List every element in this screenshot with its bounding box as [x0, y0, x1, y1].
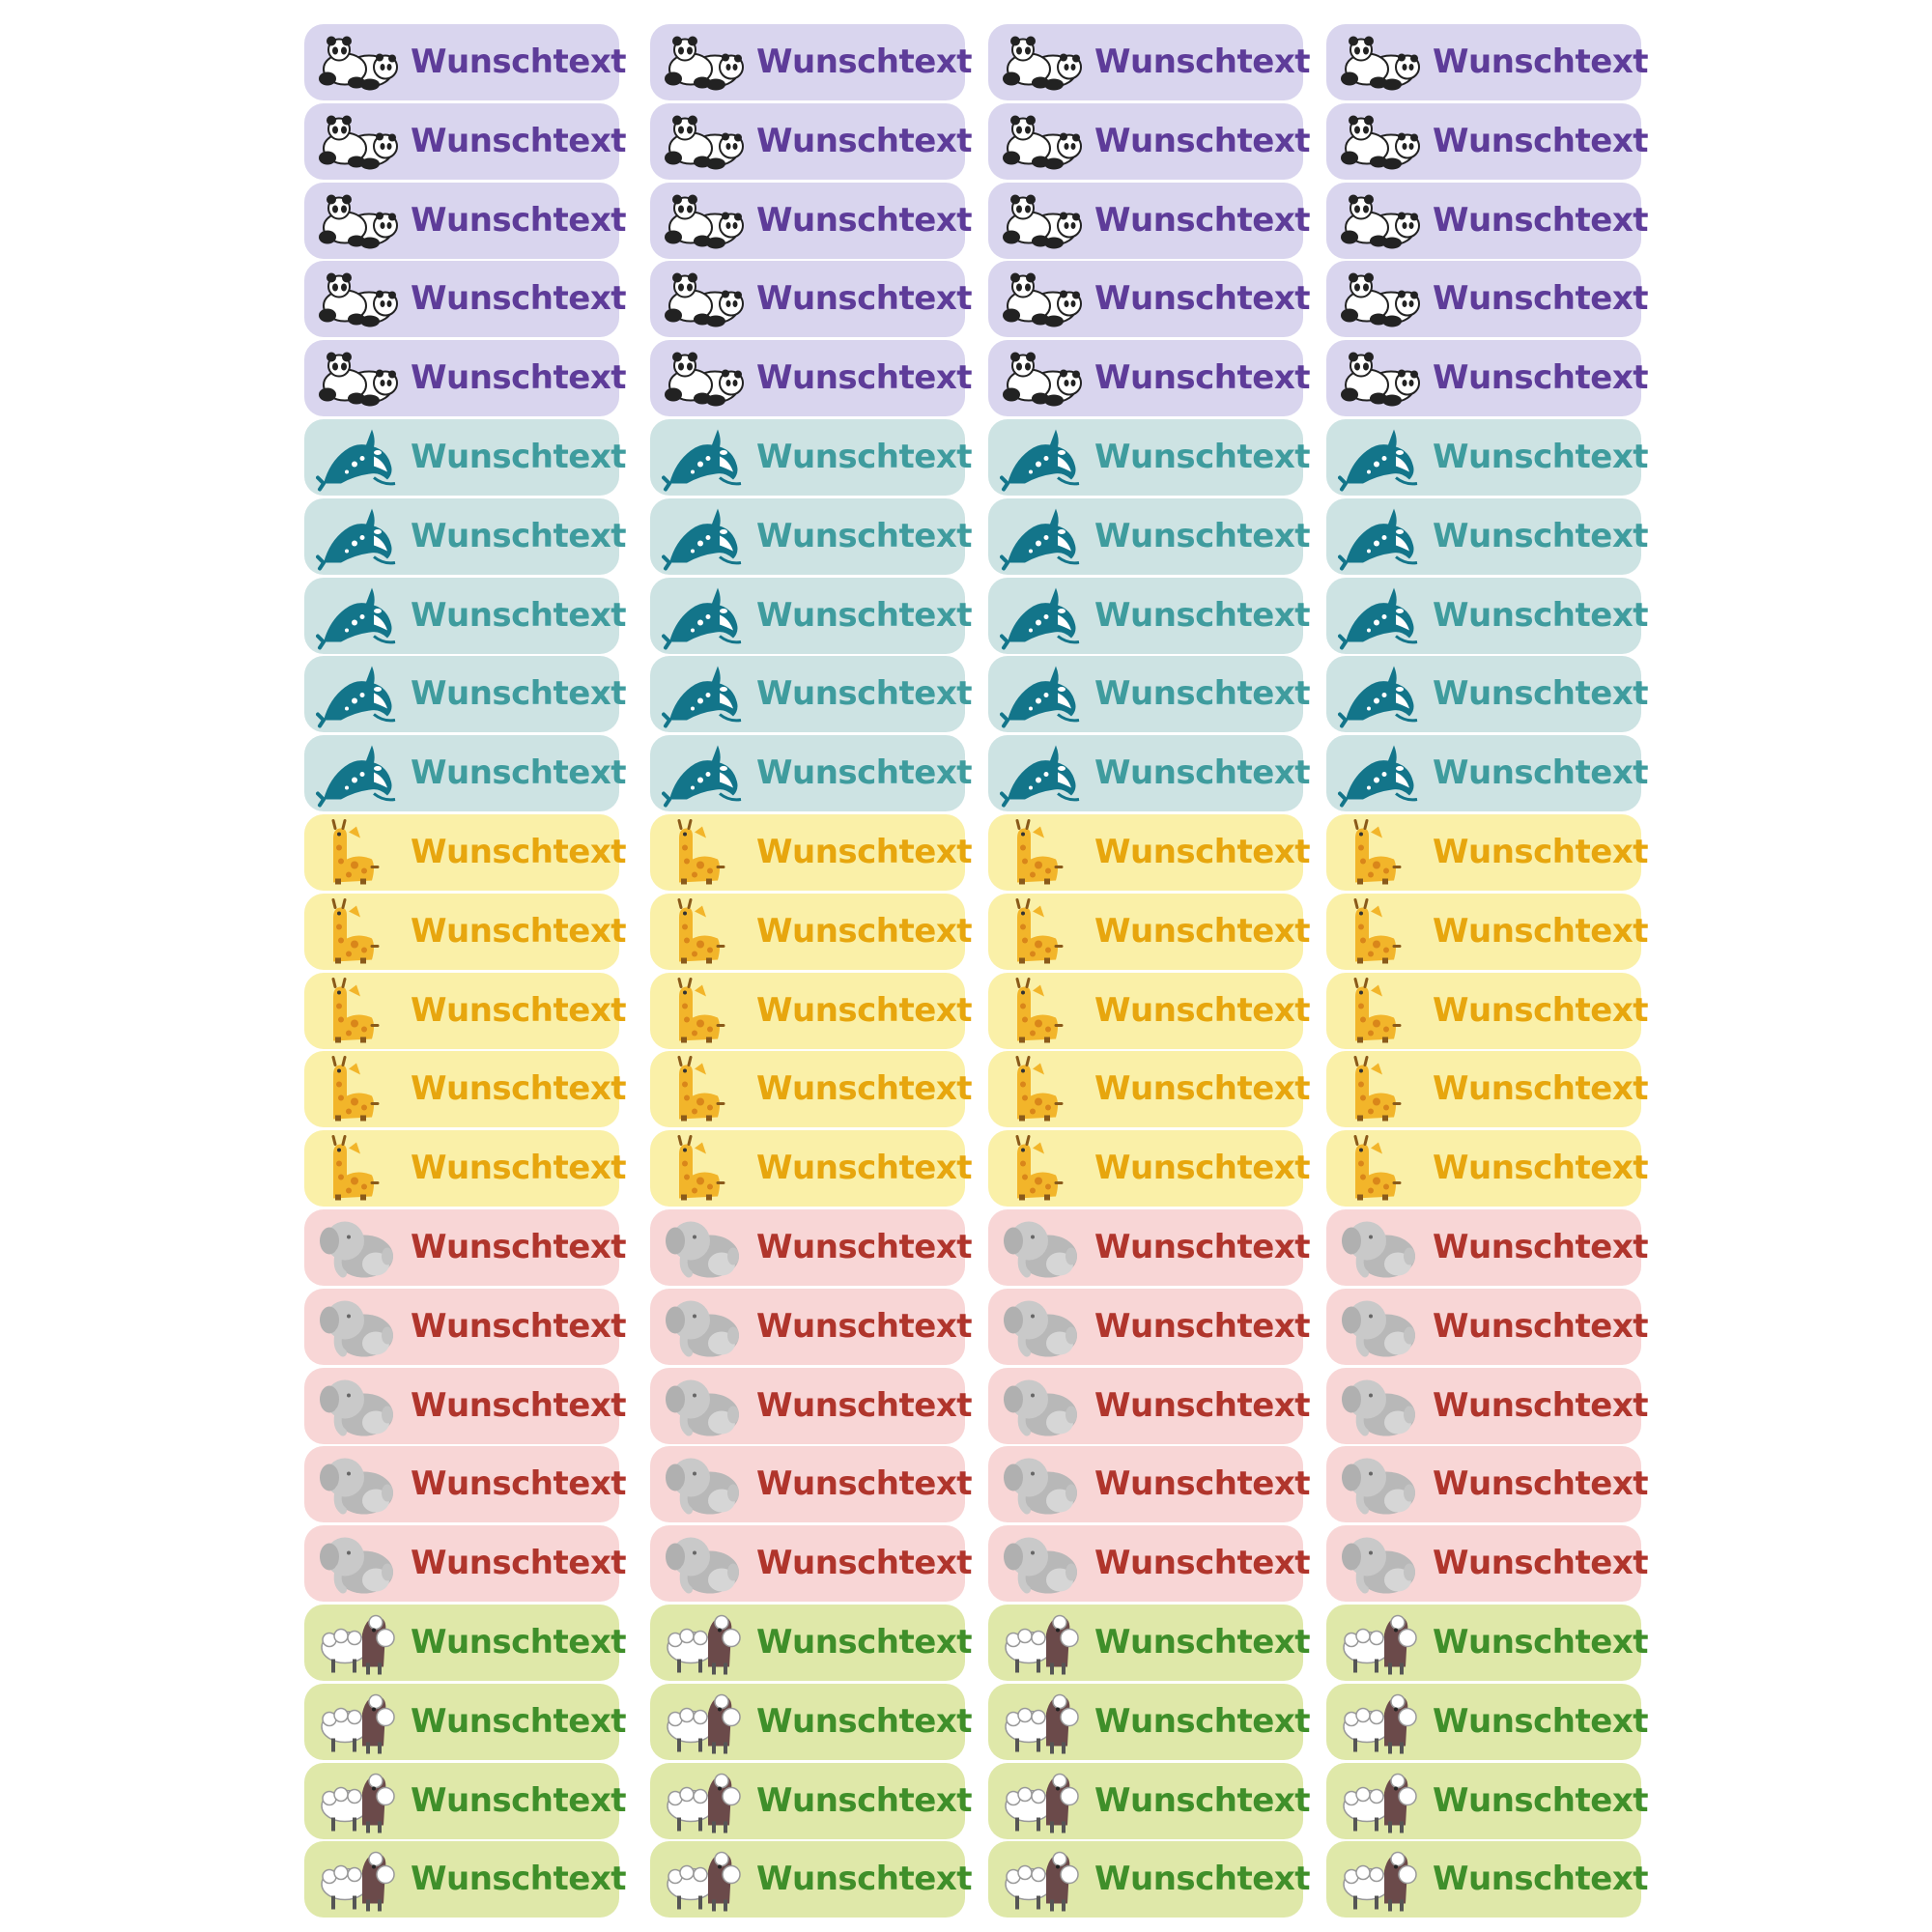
- label-text: Wunschtext: [411, 438, 627, 476]
- orca-name-label: [1326, 498, 1649, 575]
- elephant-name-label: [650, 1289, 973, 1365]
- label-text: Wunschtext: [411, 912, 627, 951]
- orca-name-label: [650, 578, 973, 654]
- label-text: Wunschtext: [411, 1544, 627, 1582]
- giraffe-name-label: [304, 1051, 627, 1127]
- orca-icon: [316, 739, 403, 808]
- elephant-icon: [662, 1293, 749, 1361]
- label-text: Wunschtext: [1094, 674, 1311, 713]
- label-text: Wunschtext: [411, 1386, 627, 1425]
- elephant-name-label: [988, 1446, 1311, 1522]
- giraffe-name-label: [650, 973, 973, 1049]
- giraffe-icon: [1338, 1055, 1425, 1123]
- label-text: Wunschtext: [411, 279, 627, 318]
- label-text: Wunschtext: [756, 1781, 973, 1820]
- orca-name-label: [988, 735, 1311, 811]
- panda-name-label: [1326, 103, 1649, 180]
- giraffe-name-label: [988, 894, 1311, 970]
- orca-icon: [662, 423, 749, 492]
- label-text: Wunschtext: [411, 991, 627, 1030]
- giraffe-icon: [662, 1055, 749, 1123]
- elephant-name-label: [988, 1289, 1311, 1365]
- label-text: Wunschtext: [411, 1464, 627, 1503]
- elephant-name-label: [1326, 1289, 1649, 1365]
- orca-icon: [316, 660, 403, 728]
- label-text: Wunschtext: [756, 1228, 973, 1266]
- panda-icon: [662, 186, 749, 255]
- orca-name-label: [650, 498, 973, 575]
- elephant-name-label: [1326, 1525, 1649, 1602]
- orca-name-label: [650, 419, 973, 496]
- label-text: Wunschtext: [1433, 201, 1649, 240]
- giraffe-icon: [1338, 977, 1425, 1045]
- label-text: Wunschtext: [411, 1228, 627, 1266]
- orca-name-label: [304, 656, 627, 732]
- label-text: Wunschtext: [1433, 991, 1649, 1030]
- label-text: Wunschtext: [756, 1464, 973, 1503]
- orca-icon: [662, 582, 749, 650]
- orca-icon: [1338, 660, 1425, 728]
- label-text: Wunschtext: [756, 201, 973, 240]
- giraffe-icon: [316, 1134, 403, 1203]
- sheep-icon: [1338, 1688, 1425, 1756]
- label-text: Wunschtext: [411, 1149, 627, 1187]
- label-text: Wunschtext: [756, 1386, 973, 1425]
- orca-icon: [1000, 423, 1087, 492]
- panda-icon: [1000, 344, 1087, 412]
- sheep-name-label: [988, 1841, 1311, 1918]
- sheep-icon: [316, 1688, 403, 1756]
- sheep-name-label: [304, 1605, 627, 1681]
- label-text: Wunschtext: [1094, 912, 1311, 951]
- giraffe-name-label: [988, 1051, 1311, 1127]
- giraffe-icon: [316, 897, 403, 966]
- label-text: Wunschtext: [1094, 358, 1311, 397]
- elephant-icon: [1338, 1213, 1425, 1282]
- elephant-icon: [316, 1529, 403, 1598]
- panda-icon: [662, 28, 749, 97]
- label-text: Wunschtext: [1094, 596, 1311, 635]
- giraffe-icon: [662, 818, 749, 887]
- label-text: Wunschtext: [1433, 1069, 1649, 1108]
- orca-icon: [316, 582, 403, 650]
- sheep-icon: [1338, 1767, 1425, 1835]
- giraffe-icon: [316, 977, 403, 1045]
- label-text: Wunschtext: [1094, 1544, 1311, 1582]
- panda-name-label: [304, 183, 627, 259]
- orca-icon: [662, 660, 749, 728]
- giraffe-icon: [1000, 897, 1087, 966]
- label-text: Wunschtext: [1094, 1623, 1311, 1662]
- panda-icon: [1000, 28, 1087, 97]
- giraffe-name-label: [1326, 894, 1649, 970]
- label-text: Wunschtext: [1433, 1228, 1649, 1266]
- sheep-name-label: [1326, 1841, 1649, 1918]
- label-text: Wunschtext: [1094, 1149, 1311, 1187]
- elephant-name-label: [650, 1446, 973, 1522]
- label-text: Wunschtext: [411, 596, 627, 635]
- label-text: Wunschtext: [411, 1702, 627, 1741]
- label-text: Wunschtext: [1094, 122, 1311, 160]
- elephant-name-label: [304, 1446, 627, 1522]
- panda-icon: [1338, 28, 1425, 97]
- panda-name-label: [1326, 261, 1649, 337]
- orca-name-label: [1326, 735, 1649, 811]
- orca-icon: [316, 502, 403, 571]
- panda-name-label: [1326, 183, 1649, 259]
- sheep-icon: [316, 1608, 403, 1677]
- panda-icon: [662, 265, 749, 333]
- elephant-icon: [1338, 1529, 1425, 1598]
- giraffe-name-label: [1326, 1130, 1649, 1207]
- elephant-icon: [316, 1293, 403, 1361]
- elephant-name-label: [988, 1525, 1311, 1602]
- panda-name-label: [304, 24, 627, 100]
- panda-name-label: [304, 340, 627, 416]
- sheep-icon: [316, 1767, 403, 1835]
- giraffe-name-label: [304, 973, 627, 1049]
- panda-name-label: [988, 103, 1311, 180]
- elephant-name-label: [304, 1289, 627, 1365]
- label-text: Wunschtext: [756, 1069, 973, 1108]
- label-text: Wunschtext: [756, 596, 973, 635]
- label-text: Wunschtext: [756, 753, 973, 792]
- elephant-icon: [316, 1450, 403, 1519]
- panda-icon: [316, 265, 403, 333]
- label-text: Wunschtext: [756, 674, 973, 713]
- label-text: Wunschtext: [1433, 1307, 1649, 1346]
- orca-name-label: [988, 656, 1311, 732]
- elephant-name-label: [650, 1368, 973, 1444]
- label-text: Wunschtext: [1094, 201, 1311, 240]
- elephant-icon: [662, 1372, 749, 1440]
- label-text: Wunschtext: [756, 122, 973, 160]
- sheep-icon: [1338, 1845, 1425, 1914]
- orca-name-label: [988, 578, 1311, 654]
- elephant-name-label: [650, 1525, 973, 1602]
- label-text: Wunschtext: [1433, 912, 1649, 951]
- label-text: Wunschtext: [411, 201, 627, 240]
- giraffe-icon: [1000, 1134, 1087, 1203]
- sheep-name-label: [304, 1841, 627, 1918]
- orca-name-label: [304, 735, 627, 811]
- giraffe-name-label: [1326, 1051, 1649, 1127]
- label-text: Wunschtext: [411, 833, 627, 871]
- orca-icon: [1000, 502, 1087, 571]
- sheep-icon: [1000, 1767, 1087, 1835]
- orca-icon: [316, 423, 403, 492]
- label-text: Wunschtext: [1433, 358, 1649, 397]
- label-text: Wunschtext: [1094, 1228, 1311, 1266]
- orca-icon: [1338, 423, 1425, 492]
- label-text: Wunschtext: [756, 833, 973, 871]
- label-text: Wunschtext: [1433, 1623, 1649, 1662]
- label-text: Wunschtext: [756, 517, 973, 555]
- giraffe-icon: [1000, 977, 1087, 1045]
- label-text: Wunschtext: [1094, 1386, 1311, 1425]
- sheep-name-label: [304, 1684, 627, 1760]
- label-text: Wunschtext: [411, 517, 627, 555]
- giraffe-icon: [1338, 1134, 1425, 1203]
- orca-icon: [662, 502, 749, 571]
- elephant-name-label: [304, 1368, 627, 1444]
- panda-name-label: [988, 183, 1311, 259]
- giraffe-name-label: [304, 1130, 627, 1207]
- orca-icon: [1000, 739, 1087, 808]
- label-text: Wunschtext: [1433, 438, 1649, 476]
- sheep-name-label: [1326, 1763, 1649, 1839]
- panda-icon: [1338, 107, 1425, 176]
- label-text: Wunschtext: [756, 43, 973, 81]
- panda-name-label: [1326, 24, 1649, 100]
- sheep-icon: [1000, 1845, 1087, 1914]
- label-text: Wunschtext: [756, 1307, 973, 1346]
- label-text: Wunschtext: [1433, 1544, 1649, 1582]
- giraffe-name-label: [988, 814, 1311, 891]
- orca-icon: [1338, 739, 1425, 808]
- sheep-name-label: [650, 1605, 973, 1681]
- sheep-name-label: [650, 1684, 973, 1760]
- panda-name-label: [1326, 340, 1649, 416]
- label-text: Wunschtext: [756, 358, 973, 397]
- panda-name-label: [988, 261, 1311, 337]
- label-text: Wunschtext: [411, 122, 627, 160]
- giraffe-name-label: [1326, 973, 1649, 1049]
- label-text: Wunschtext: [1094, 517, 1311, 555]
- label-text: Wunschtext: [1094, 991, 1311, 1030]
- elephant-icon: [662, 1529, 749, 1598]
- giraffe-icon: [316, 1055, 403, 1123]
- giraffe-icon: [1338, 818, 1425, 887]
- orca-name-label: [304, 578, 627, 654]
- giraffe-icon: [662, 977, 749, 1045]
- elephant-name-label: [988, 1368, 1311, 1444]
- orca-name-label: [650, 656, 973, 732]
- label-text: Wunschtext: [1094, 1307, 1311, 1346]
- elephant-icon: [662, 1213, 749, 1282]
- panda-name-label: [650, 340, 973, 416]
- sheep-name-label: [650, 1763, 973, 1839]
- orca-name-label: [988, 498, 1311, 575]
- label-text: Wunschtext: [1433, 1860, 1649, 1898]
- giraffe-name-label: [304, 894, 627, 970]
- panda-icon: [316, 186, 403, 255]
- giraffe-name-label: [304, 814, 627, 891]
- label-text: Wunschtext: [1094, 1702, 1311, 1741]
- label-text: Wunschtext: [1433, 1464, 1649, 1503]
- sheep-name-label: [304, 1763, 627, 1839]
- giraffe-icon: [1338, 897, 1425, 966]
- sheep-name-label: [650, 1841, 973, 1918]
- panda-icon: [1000, 186, 1087, 255]
- label-text: Wunschtext: [756, 1860, 973, 1898]
- label-text: Wunschtext: [1433, 596, 1649, 635]
- sheep-icon: [662, 1845, 749, 1914]
- elephant-icon: [1000, 1372, 1087, 1440]
- giraffe-name-label: [650, 894, 973, 970]
- elephant-icon: [316, 1213, 403, 1282]
- label-text: Wunschtext: [756, 1149, 973, 1187]
- orca-icon: [662, 739, 749, 808]
- label-text: Wunschtext: [411, 1307, 627, 1346]
- label-text: Wunschtext: [411, 753, 627, 792]
- panda-name-label: [650, 261, 973, 337]
- orca-icon: [1000, 582, 1087, 650]
- panda-name-label: [304, 261, 627, 337]
- giraffe-icon: [662, 897, 749, 966]
- sheep-icon: [1000, 1688, 1087, 1756]
- giraffe-icon: [316, 818, 403, 887]
- sheep-icon: [1000, 1608, 1087, 1677]
- label-text: Wunschtext: [1094, 279, 1311, 318]
- panda-icon: [316, 107, 403, 176]
- label-text: Wunschtext: [1094, 1069, 1311, 1108]
- panda-icon: [1000, 265, 1087, 333]
- sheep-icon: [662, 1767, 749, 1835]
- panda-icon: [1000, 107, 1087, 176]
- orca-name-label: [650, 735, 973, 811]
- panda-icon: [662, 107, 749, 176]
- elephant-name-label: [304, 1525, 627, 1602]
- sheep-icon: [662, 1608, 749, 1677]
- elephant-icon: [662, 1450, 749, 1519]
- orca-name-label: [1326, 656, 1649, 732]
- giraffe-name-label: [650, 1051, 973, 1127]
- label-text: Wunschtext: [756, 1623, 973, 1662]
- panda-name-label: [304, 103, 627, 180]
- giraffe-name-label: [650, 814, 973, 891]
- panda-icon: [316, 344, 403, 412]
- sheep-name-label: [1326, 1684, 1649, 1760]
- label-text: Wunschtext: [756, 279, 973, 318]
- panda-icon: [1338, 186, 1425, 255]
- label-text: Wunschtext: [1094, 1464, 1311, 1503]
- label-text: Wunschtext: [411, 1781, 627, 1820]
- label-text: Wunschtext: [1433, 517, 1649, 555]
- orca-icon: [1338, 582, 1425, 650]
- label-text: Wunschtext: [411, 674, 627, 713]
- label-text: Wunschtext: [411, 43, 627, 81]
- sheep-name-label: [1326, 1605, 1649, 1681]
- elephant-icon: [316, 1372, 403, 1440]
- label-text: Wunschtext: [411, 1623, 627, 1662]
- elephant-icon: [1000, 1450, 1087, 1519]
- orca-name-label: [1326, 419, 1649, 496]
- sheep-name-label: [988, 1684, 1311, 1760]
- panda-icon: [662, 344, 749, 412]
- panda-name-label: [988, 340, 1311, 416]
- label-text: Wunschtext: [1094, 43, 1311, 81]
- elephant-name-label: [650, 1209, 973, 1286]
- label-text: Wunschtext: [1433, 674, 1649, 713]
- label-text: Wunschtext: [1094, 1860, 1311, 1898]
- label-text: Wunschtext: [1433, 753, 1649, 792]
- giraffe-icon: [1000, 818, 1087, 887]
- sheep-name-label: [988, 1763, 1311, 1839]
- orca-icon: [1000, 660, 1087, 728]
- orca-icon: [1338, 502, 1425, 571]
- label-text: Wunschtext: [1094, 1781, 1311, 1820]
- orca-name-label: [988, 419, 1311, 496]
- giraffe-icon: [662, 1134, 749, 1203]
- elephant-name-label: [1326, 1446, 1649, 1522]
- elephant-name-label: [304, 1209, 627, 1286]
- orca-name-label: [304, 498, 627, 575]
- label-text: Wunschtext: [1433, 43, 1649, 81]
- label-text: Wunschtext: [411, 1860, 627, 1898]
- panda-name-label: [650, 103, 973, 180]
- elephant-icon: [1338, 1372, 1425, 1440]
- panda-icon: [316, 28, 403, 97]
- label-text: Wunschtext: [756, 912, 973, 951]
- elephant-icon: [1338, 1293, 1425, 1361]
- elephant-icon: [1000, 1529, 1087, 1598]
- panda-name-label: [988, 24, 1311, 100]
- label-text: Wunschtext: [1094, 753, 1311, 792]
- orca-name-label: [1326, 578, 1649, 654]
- label-text: Wunschtext: [756, 1702, 973, 1741]
- elephant-icon: [1000, 1293, 1087, 1361]
- panda-icon: [1338, 344, 1425, 412]
- label-text: Wunschtext: [1433, 1781, 1649, 1820]
- panda-name-label: [650, 24, 973, 100]
- label-text: Wunschtext: [1433, 1702, 1649, 1741]
- label-text: Wunschtext: [756, 1544, 973, 1582]
- label-text: Wunschtext: [1094, 438, 1311, 476]
- label-text: Wunschtext: [1433, 1386, 1649, 1425]
- label-text: Wunschtext: [1433, 1149, 1649, 1187]
- elephant-name-label: [1326, 1368, 1649, 1444]
- elephant-icon: [1338, 1450, 1425, 1519]
- panda-icon: [1338, 265, 1425, 333]
- label-text: Wunschtext: [1433, 833, 1649, 871]
- giraffe-name-label: [988, 973, 1311, 1049]
- label-text: Wunschtext: [411, 358, 627, 397]
- giraffe-icon: [1000, 1055, 1087, 1123]
- giraffe-name-label: [1326, 814, 1649, 891]
- label-text: Wunschtext: [756, 438, 973, 476]
- elephant-name-label: [988, 1209, 1311, 1286]
- sheep-name-label: [988, 1605, 1311, 1681]
- sheep-icon: [662, 1688, 749, 1756]
- label-text: Wunschtext: [1094, 833, 1311, 871]
- giraffe-name-label: [650, 1130, 973, 1207]
- sheep-icon: [1338, 1608, 1425, 1677]
- label-text: Wunschtext: [1433, 279, 1649, 318]
- sheep-icon: [316, 1845, 403, 1914]
- label-text: Wunschtext: [756, 991, 973, 1030]
- elephant-icon: [1000, 1213, 1087, 1282]
- panda-name-label: [650, 183, 973, 259]
- elephant-name-label: [1326, 1209, 1649, 1286]
- label-text: Wunschtext: [1433, 122, 1649, 160]
- label-text: Wunschtext: [411, 1069, 627, 1108]
- orca-name-label: [304, 419, 627, 496]
- giraffe-name-label: [988, 1130, 1311, 1207]
